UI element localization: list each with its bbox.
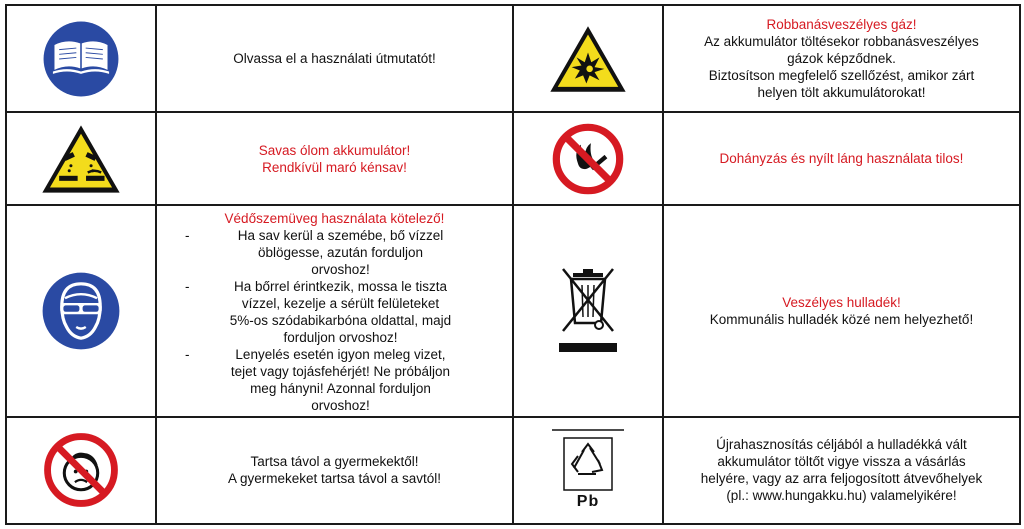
list-item <box>185 227 472 278</box>
no-smoking-open-flame-icon <box>552 123 624 195</box>
read-manual-cell <box>6 5 156 112</box>
keep-away-from-children-icon <box>43 432 119 508</box>
explosive-gas-text <box>663 5 1020 112</box>
recycle-line: akkumulátor töltőt vigye vissza a vásárlás <box>717 454 966 470</box>
corrosive-line: Savas ólom akkumulátor! <box>258 142 411 158</box>
read-manual-text <box>156 5 513 112</box>
list-item-line: forduljon orvoshoz! <box>283 329 398 345</box>
list-item-line: Lenyelés esetén igyon meleg vizet, <box>235 346 446 362</box>
waste-bin-cell <box>513 205 663 417</box>
list-dash: - <box>185 227 190 243</box>
recycle-cell <box>513 417 663 524</box>
crossed-out-bin-icon <box>553 263 623 359</box>
table-row <box>6 205 1020 417</box>
explosive-gas-line: Az akkumulátor töltésekor robbanásveszélyes <box>704 34 979 50</box>
explosive-gas-cell <box>513 5 663 112</box>
wear-goggles-icon <box>41 271 121 351</box>
list-item-line: Ha bőrrel érintkezik, mossa le tiszta <box>233 278 448 294</box>
hazardous-waste-line: Kommunális hulladék közé nem helyezhető! <box>709 311 974 327</box>
children-text <box>156 417 513 524</box>
read-manual-label: Olvassa el a használati útmutatót! <box>233 51 436 67</box>
list-item-line: orvoshoz! <box>311 397 370 413</box>
recycle-line: helyére, vagy az arra feljogosított átvevőhelyek <box>700 471 983 487</box>
list-dash: - <box>185 278 190 294</box>
list-item <box>185 346 472 414</box>
children-line: Tartsa távol a gyermekektől! <box>250 454 419 470</box>
no-smoking-cell <box>513 112 663 204</box>
pb-label: Pb <box>576 493 600 510</box>
list-dash: - <box>185 346 190 362</box>
hazardous-waste-heading: Veszélyes hulladék! <box>782 294 901 310</box>
explosive-gas-line: helyen tölt akkumulátorokat! <box>757 85 926 101</box>
explosive-gas-warning-icon <box>547 23 629 95</box>
no-smoking-text <box>663 112 1020 204</box>
goggles-text <box>156 205 513 417</box>
list-item-line: Ha sav kerül a szemébe, bő vízzel <box>237 227 444 243</box>
list-item-line: tejet vagy tojásfehérjét! Ne próbáljon <box>230 363 451 379</box>
list-item-line: orvoshoz! <box>311 261 370 277</box>
corrosive-warning-icon <box>39 122 123 196</box>
corrosive-cell <box>6 112 156 204</box>
table-row <box>6 5 1020 112</box>
table-row <box>6 112 1020 204</box>
explosive-gas-line: Biztosítson megfelelő szellőzést, amikor zárt <box>708 68 975 84</box>
list-item-line: öblögesse, azután forduljon <box>257 244 424 260</box>
children-cell <box>6 417 156 524</box>
no-smoking-label: Dohányzás és nyílt láng használata tilos! <box>719 151 964 167</box>
list-item-line: 5%-os szódabikarbóna oldattal, majd <box>229 312 452 328</box>
hazardous-waste-text <box>663 205 1020 417</box>
first-aid-list <box>157 227 512 414</box>
recycle-line: Újrahasznosítás céljából a hulladékká vált <box>716 437 967 453</box>
explosive-gas-line: gázok képződnek. <box>787 51 896 67</box>
recycle-line: (pl.: www.hungakku.hu) valamelyikére! <box>726 488 957 504</box>
list-item-line: vízzel, kezelje a sérült felületeket <box>241 295 440 311</box>
read-manual-icon <box>42 20 120 98</box>
list-item-line: meg hányni! Azonnal forduljon <box>250 380 431 396</box>
safety-symbols-table <box>5 4 1021 525</box>
corrosive-text <box>156 112 513 204</box>
explosive-gas-heading: Robbanásveszélyes gáz! <box>766 17 917 33</box>
goggles-cell <box>6 205 156 417</box>
list-item <box>185 278 472 346</box>
table-row <box>6 417 1020 524</box>
goggles-heading: Védőszemüveg használata kötelező! <box>224 210 445 226</box>
children-line: A gyermekeket tartsa távol a savtól! <box>227 471 442 487</box>
corrosive-line: Rendkívül maró kénsav! <box>262 159 407 175</box>
recycle-text <box>663 417 1020 524</box>
